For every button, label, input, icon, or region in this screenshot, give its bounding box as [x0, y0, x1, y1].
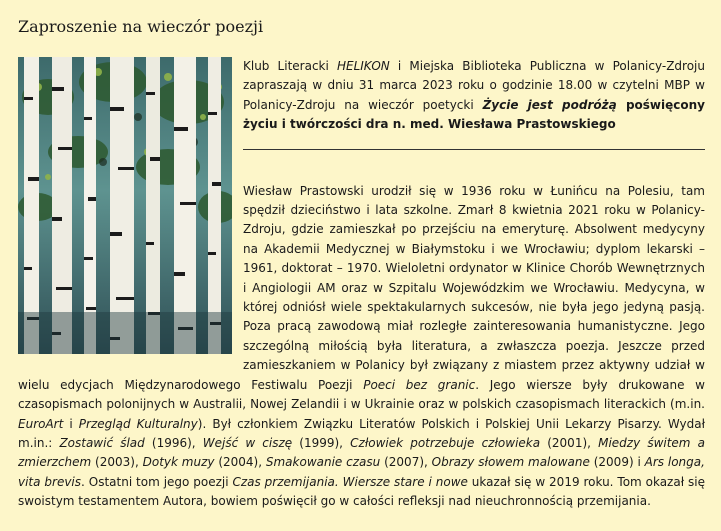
birch-painting-art — [18, 57, 232, 354]
invitation-paragraph: Klub Literacki HELIKON i Miejska Biblioteka Publiczna w Polanicy-Zdroju zapraszają w dniu 31 marca 2023 roku o godzinie 18.00 w czytelni MBP w Polanicy-Zdroju na wieczór poetycki Życie jest podróżą poświęcony życiu i twórczości dra n. med. Wiesława Prastowskiego — [243, 59, 705, 132]
event-title: Życie jest podróżą — [482, 97, 617, 112]
divider — [243, 149, 705, 150]
birch-painting-image[interactable] — [18, 57, 232, 354]
page-title: Zaproszenie na wieczór poezji — [18, 17, 264, 36]
biography-paragraph: Wiesław Prastowski urodził się w 1936 roku w Łunińcu na Polesiu, tam spędził dzieciństwo i lata szkolne. Zmarł 8 kwietnia 2021 roku w Polanicy-Zdroju, gdzie zamieszkał po przejściu na emeryturę. Absolwent medycyny na Akademii Medycznej w Białymstoku i we Wrocławiu; dyplom lekarski – 1961, doktorat – 1970. Wieloletni ordynator w Klinice Chorób Wewnętrznych i Angiologii AM oraz w Szpitalu Wojewódzkim we Wrocławiu. Medycyna, w której odniósł wiele spektakularnych sukcesów, nie była jego jedyną pasją. Poza pracą zawodową miał rozległe zainteresowania humanistyczne. Jego szczególną miłością była literatura, a zwłaszcza poezja. Jeszcze przed zamieszkaniem w Polanicy był związany z miastem przez aktywny udział w wielu edycjach Międzynarodowego Festiwalu Poezji Poeci bez granic. Jego wiersze były drukowane w czasopismach polonijnych w Australii, Nowej Zelandii i w Ukrainie oraz w polskich czasopismach literackich (m.in. EuroArt i Przegląd Kulturalny). Był członkiem Związku Literatów Polskich i Polskiej Unii Lekarzy Pisarzy. Wydał m.in.: Zostawić ślad (1996), Wejść w ciszę (1999), Człowiek potrzebuje człowieka (2001), Miedzy świtem a zmierzchem (2003), Dotyk muzy (2004), Smakowanie czasu (2007), Obrazy słowem malowane (2009) i Ars longa, vita brevis. Ostatni tom jego poezji Czas przemijania. Wiersze stare i nowe ukazał się w 2019 roku. Tom okazał się swoistym testamentem Autora, bowiem poświęcił go w całości refleksji nad nieuchronnością przemijania. — [18, 183, 706, 509]
club-name: HELIKON — [336, 59, 390, 73]
article-body — [18, 57, 705, 512]
